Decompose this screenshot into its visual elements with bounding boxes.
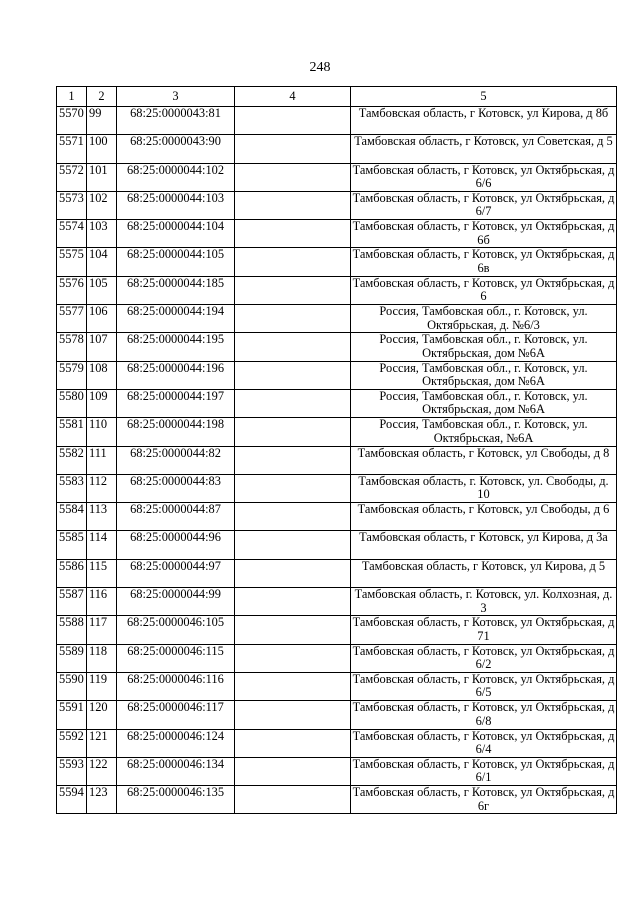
cadastral-number: 68:25:0000044:194: [117, 305, 235, 333]
cadastral-number: 68:25:0000046:116: [117, 672, 235, 700]
item-number: 102: [87, 191, 117, 219]
notes-cell: [235, 672, 351, 700]
cadastral-number: 68:25:0000044:96: [117, 531, 235, 559]
table-row: [57, 389, 617, 417]
item-number: 107: [87, 333, 117, 361]
item-number: 100: [87, 135, 117, 163]
item-number: 112: [87, 474, 117, 502]
table-row: [57, 729, 617, 757]
cadastral-number: 68:25:0000044:102: [117, 163, 235, 191]
column-header-2: 2: [87, 87, 117, 107]
address-cell: Тамбовская область, г. Котовск, ул. Колхозная, д. 3: [351, 588, 617, 616]
item-number: 114: [87, 531, 117, 559]
item-number: 115: [87, 559, 117, 587]
cadastral-number: 68:25:0000044:105: [117, 248, 235, 276]
cadastral-number: 68:25:0000046:135: [117, 786, 235, 814]
row-index: 5586: [57, 559, 87, 587]
row-index: 5583: [57, 474, 87, 502]
table-row: [57, 107, 617, 135]
item-number: 109: [87, 389, 117, 417]
table-header-row: [57, 87, 617, 107]
item-number: 106: [87, 305, 117, 333]
address-cell: Тамбовская область, г Котовск, ул Октябрьская, д 6/1: [351, 757, 617, 785]
notes-cell: [235, 361, 351, 389]
cadastral-number: 68:25:0000043:90: [117, 135, 235, 163]
row-index: 5574: [57, 220, 87, 248]
row-index: 5582: [57, 446, 87, 474]
notes-cell: [235, 644, 351, 672]
notes-cell: [235, 588, 351, 616]
address-cell: Россия, Тамбовская обл., г. Котовск, ул. Октябрьская, дом №6А: [351, 333, 617, 361]
notes-cell: [235, 616, 351, 644]
notes-cell: [235, 446, 351, 474]
notes-cell: [235, 191, 351, 219]
row-index: 5584: [57, 503, 87, 531]
item-number: 116: [87, 588, 117, 616]
notes-cell: [235, 418, 351, 446]
row-index: 5590: [57, 672, 87, 700]
address-cell: Тамбовская область, г Котовск, ул Октябрьская, д 6/4: [351, 729, 617, 757]
cadastral-number: 68:25:0000043:81: [117, 107, 235, 135]
cadastral-number: 68:25:0000044:82: [117, 446, 235, 474]
item-number: 104: [87, 248, 117, 276]
item-number: 120: [87, 701, 117, 729]
address-cell: Тамбовская область, г Котовск, ул Кирова, д 8б: [351, 107, 617, 135]
row-index: 5572: [57, 163, 87, 191]
notes-cell: [235, 220, 351, 248]
item-number: 121: [87, 729, 117, 757]
table-row: [57, 531, 617, 559]
row-index: 5580: [57, 389, 87, 417]
address-cell: Тамбовская область, г Котовск, ул Октябрьская, д 6/5: [351, 672, 617, 700]
address-cell: Тамбовская область, г Котовск, ул Кирова, д 5: [351, 559, 617, 587]
cadastral-number: 68:25:0000044:99: [117, 588, 235, 616]
cadastral-number: 68:25:0000044:185: [117, 276, 235, 304]
table-row: [57, 135, 617, 163]
address-cell: Россия, Тамбовская обл., г. Котовск, ул. Октябрьская, дом №6А: [351, 389, 617, 417]
notes-cell: [235, 305, 351, 333]
cadastral-number: 68:25:0000044:83: [117, 474, 235, 502]
page-number: 248: [309, 60, 331, 75]
address-cell: Россия, Тамбовская обл., г. Котовск, ул. Октябрьская, дом №6А: [351, 361, 617, 389]
item-number: 117: [87, 616, 117, 644]
row-index: 5592: [57, 729, 87, 757]
item-number: 122: [87, 757, 117, 785]
item-number: 119: [87, 672, 117, 700]
notes-cell: [235, 163, 351, 191]
notes-cell: [235, 474, 351, 502]
table-row: [57, 276, 617, 304]
cadastral-table: [56, 86, 617, 814]
table-row: [57, 305, 617, 333]
column-header-5: 5: [351, 87, 617, 107]
cadastral-number: 68:25:0000046:124: [117, 729, 235, 757]
table-body: [57, 107, 617, 814]
cadastral-number: 68:25:0000044:196: [117, 361, 235, 389]
table-row: [57, 757, 617, 785]
address-cell: Россия, Тамбовская обл., г. Котовск, ул. Октябрьская, №6А: [351, 418, 617, 446]
row-index: 5578: [57, 333, 87, 361]
table-row: [57, 418, 617, 446]
cadastral-number: 68:25:0000044:97: [117, 559, 235, 587]
table-row: [57, 446, 617, 474]
cadastral-number: 68:25:0000046:115: [117, 644, 235, 672]
address-cell: Тамбовская область, г Котовск, ул Советская, д 5: [351, 135, 617, 163]
cadastral-number: 68:25:0000044:195: [117, 333, 235, 361]
notes-cell: [235, 559, 351, 587]
notes-cell: [235, 248, 351, 276]
notes-cell: [235, 701, 351, 729]
address-cell: Тамбовская область, г Котовск, ул Октябрьская, д 6/7: [351, 191, 617, 219]
cadastral-number: 68:25:0000044:104: [117, 220, 235, 248]
address-cell: Тамбовская область, г Котовск, ул Кирова, д 3а: [351, 531, 617, 559]
table-row: [57, 191, 617, 219]
address-cell: Тамбовская область, г Котовск, ул Октябрьская, д 6/8: [351, 701, 617, 729]
notes-cell: [235, 531, 351, 559]
address-cell: Тамбовская область, г Котовск, ул Октябрьская, д 71: [351, 616, 617, 644]
notes-cell: [235, 786, 351, 814]
column-header-3: 3: [117, 87, 235, 107]
row-index: 5573: [57, 191, 87, 219]
item-number: 123: [87, 786, 117, 814]
cadastral-number: 68:25:0000046:105: [117, 616, 235, 644]
row-index: 5593: [57, 757, 87, 785]
table-row: [57, 672, 617, 700]
row-index: 5589: [57, 644, 87, 672]
row-index: 5571: [57, 135, 87, 163]
address-cell: Тамбовская область, г Котовск, ул Октябрьская, д 6/6: [351, 163, 617, 191]
cadastral-number: 68:25:0000046:134: [117, 757, 235, 785]
row-index: 5594: [57, 786, 87, 814]
item-number: 105: [87, 276, 117, 304]
table-row: [57, 163, 617, 191]
row-index: 5581: [57, 418, 87, 446]
item-number: 108: [87, 361, 117, 389]
row-index: 5577: [57, 305, 87, 333]
table-row: [57, 588, 617, 616]
row-index: 5576: [57, 276, 87, 304]
column-header-1: 1: [57, 87, 87, 107]
table-row: [57, 559, 617, 587]
address-cell: Тамбовская область, г Котовск, ул Свободы, д 6: [351, 503, 617, 531]
address-cell: Россия, Тамбовская обл., г. Котовск, ул. Октябрьская, д. №6/3: [351, 305, 617, 333]
table-row: [57, 333, 617, 361]
cadastral-number: 68:25:0000044:87: [117, 503, 235, 531]
notes-cell: [235, 333, 351, 361]
cadastral-number: 68:25:0000044:198: [117, 418, 235, 446]
item-number: 99: [87, 107, 117, 135]
address-cell: Тамбовская область, г Котовск, ул Октябрьская, д 6: [351, 276, 617, 304]
row-index: 5575: [57, 248, 87, 276]
notes-cell: [235, 757, 351, 785]
notes-cell: [235, 503, 351, 531]
notes-cell: [235, 276, 351, 304]
address-cell: Тамбовская область, г Котовск, ул Свободы, д 8: [351, 446, 617, 474]
row-index: 5588: [57, 616, 87, 644]
item-number: 101: [87, 163, 117, 191]
address-cell: Тамбовская область, г Котовск, ул Октябрьская, д 6/2: [351, 644, 617, 672]
table-row: [57, 644, 617, 672]
item-number: 111: [87, 446, 117, 474]
row-index: 5587: [57, 588, 87, 616]
item-number: 118: [87, 644, 117, 672]
row-index: 5591: [57, 701, 87, 729]
address-cell: Тамбовская область, г. Котовск, ул. Свободы, д. 10: [351, 474, 617, 502]
address-cell: Тамбовская область, г Котовск, ул Октябрьская, д 6в: [351, 248, 617, 276]
address-cell: Тамбовская область, г Котовск, ул Октябрьская, д 6б: [351, 220, 617, 248]
address-cell: Тамбовская область, г Котовск, ул Октябрьская, д 6г: [351, 786, 617, 814]
row-index: 5579: [57, 361, 87, 389]
cadastral-number: 68:25:0000046:117: [117, 701, 235, 729]
row-index: 5570: [57, 107, 87, 135]
table-row: [57, 220, 617, 248]
notes-cell: [235, 135, 351, 163]
notes-cell: [235, 107, 351, 135]
cadastral-number: 68:25:0000044:103: [117, 191, 235, 219]
table-row: [57, 503, 617, 531]
table-row: [57, 616, 617, 644]
cadastral-number: 68:25:0000044:197: [117, 389, 235, 417]
item-number: 103: [87, 220, 117, 248]
table-row: [57, 701, 617, 729]
table-row: [57, 474, 617, 502]
column-header-4: 4: [235, 87, 351, 107]
item-number: 110: [87, 418, 117, 446]
table-row: [57, 786, 617, 814]
table-row: [57, 361, 617, 389]
item-number: 113: [87, 503, 117, 531]
table-row: [57, 248, 617, 276]
notes-cell: [235, 729, 351, 757]
row-index: 5585: [57, 531, 87, 559]
notes-cell: [235, 389, 351, 417]
